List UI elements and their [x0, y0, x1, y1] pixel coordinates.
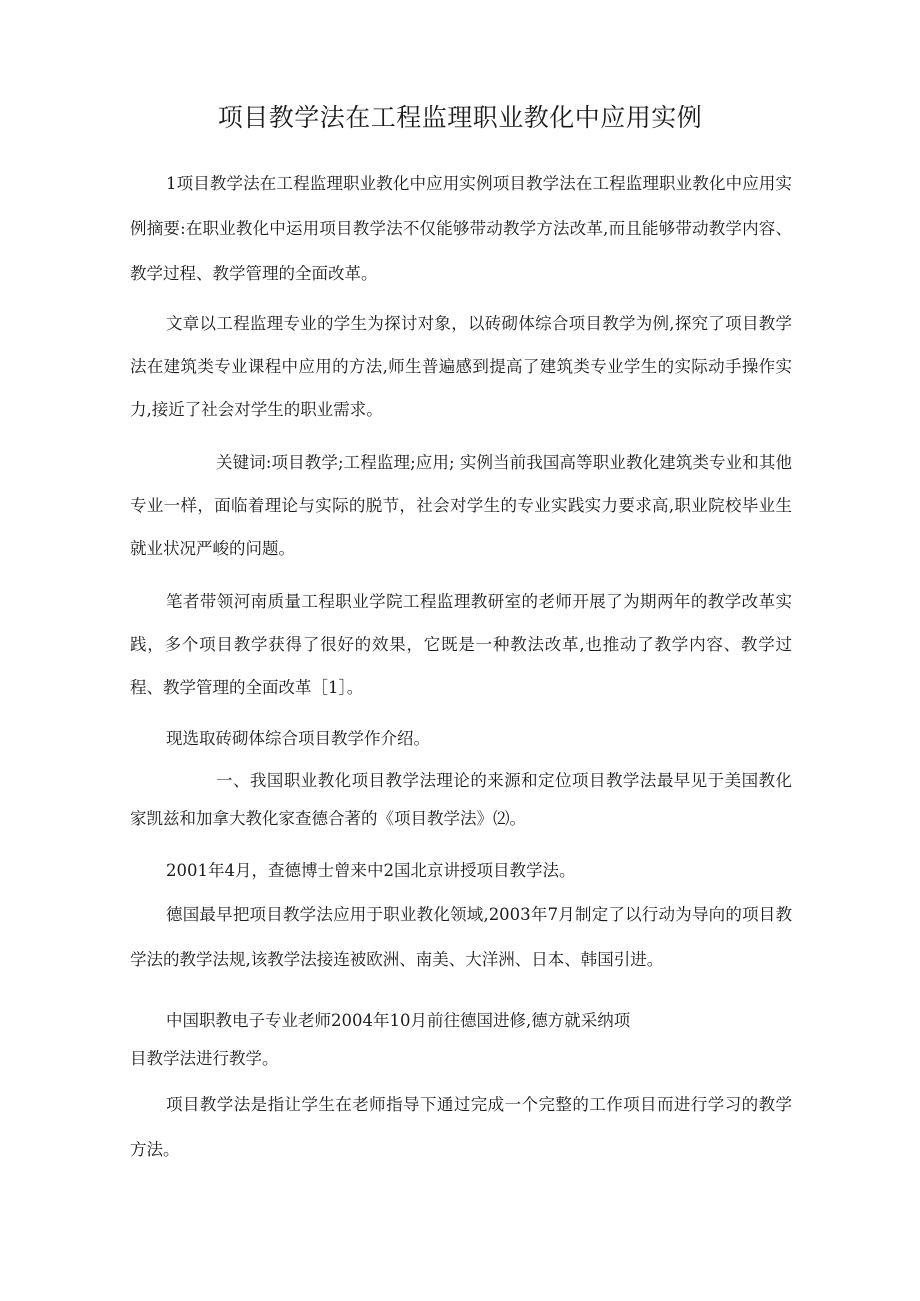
paragraph-research-object: 文章以工程监理专业的学生为探讨对象，以砖砌体综合项目教学为例,探究了项目教学法在建筑类专业课程中应用的方法,师生普遍感到提高了建筑类专业学生的实际动手操作实力,接近了社会对学生的职业需求。	[130, 314, 792, 419]
paragraph-theory-origin: 一、我国职业教化项目教学法理论的来源和定位项目教学法最早见于美国教化家凯兹和加拿大教化家查德合著的《项目教学法》⑵。	[130, 771, 792, 828]
paragraph-teaching-reform: 笔者带领河南质量工程职业学院工程监理教研室的老师开展了为期两年的教学改革实践，多个项目教学获得了很好的效果，它既是一种教法改革,也推动了教学内容、教学过程、教学管理的全面改革［1］。	[130, 592, 792, 697]
paragraph-china-teachers-line1: 中国职教电子专业老师2004年10月前往德国进修,德方就采纳项	[166, 1011, 631, 1030]
paragraph-definition: 项目教学法是指让学生在老师指导下通过完成一个完整的工作项目而进行学习的教学方法。	[130, 1095, 792, 1159]
paragraph-chard-visit: 2001年4月，查德博士曾来中2国北京讲授项目教学法。	[166, 861, 576, 880]
document-title: 项目教学法在工程监理职业教化中应用实例	[217, 103, 703, 132]
paragraph-germany-adoption: 德国最早把项目教学法应用于职业教化领域,2003年7月制定了以行动为导向的项目教学法的教学法规,该教学法接连被欧洲、南美、大洋洲、日本、韩国引进。	[130, 905, 792, 969]
paragraph-keywords: 关键词:项目教学;工程监理;应用; 实例当前我国高等职业教化建筑类专业和其他专业一样，面临着理论与实际的脱节，社会对学生的专业实践实力要求高,职业院校毕业生就业状况严峻的问题。	[130, 453, 792, 558]
paragraph-case-selection: 现选取砖砌体综合项目教学作介绍。	[166, 729, 430, 748]
paragraph-abstract: 1项目教学法在工程监理职业教化中应用实例项目教学法在工程监理职业教化中应用实例摘要:在职业教化中运用项目教学法不仅能够带动教学方法改革,而且能够带动教学内容、教学过程、教学管理的全面改革。	[130, 174, 792, 283]
paragraph-china-teachers-line2: 目教学法进行教学。	[130, 1049, 279, 1068]
